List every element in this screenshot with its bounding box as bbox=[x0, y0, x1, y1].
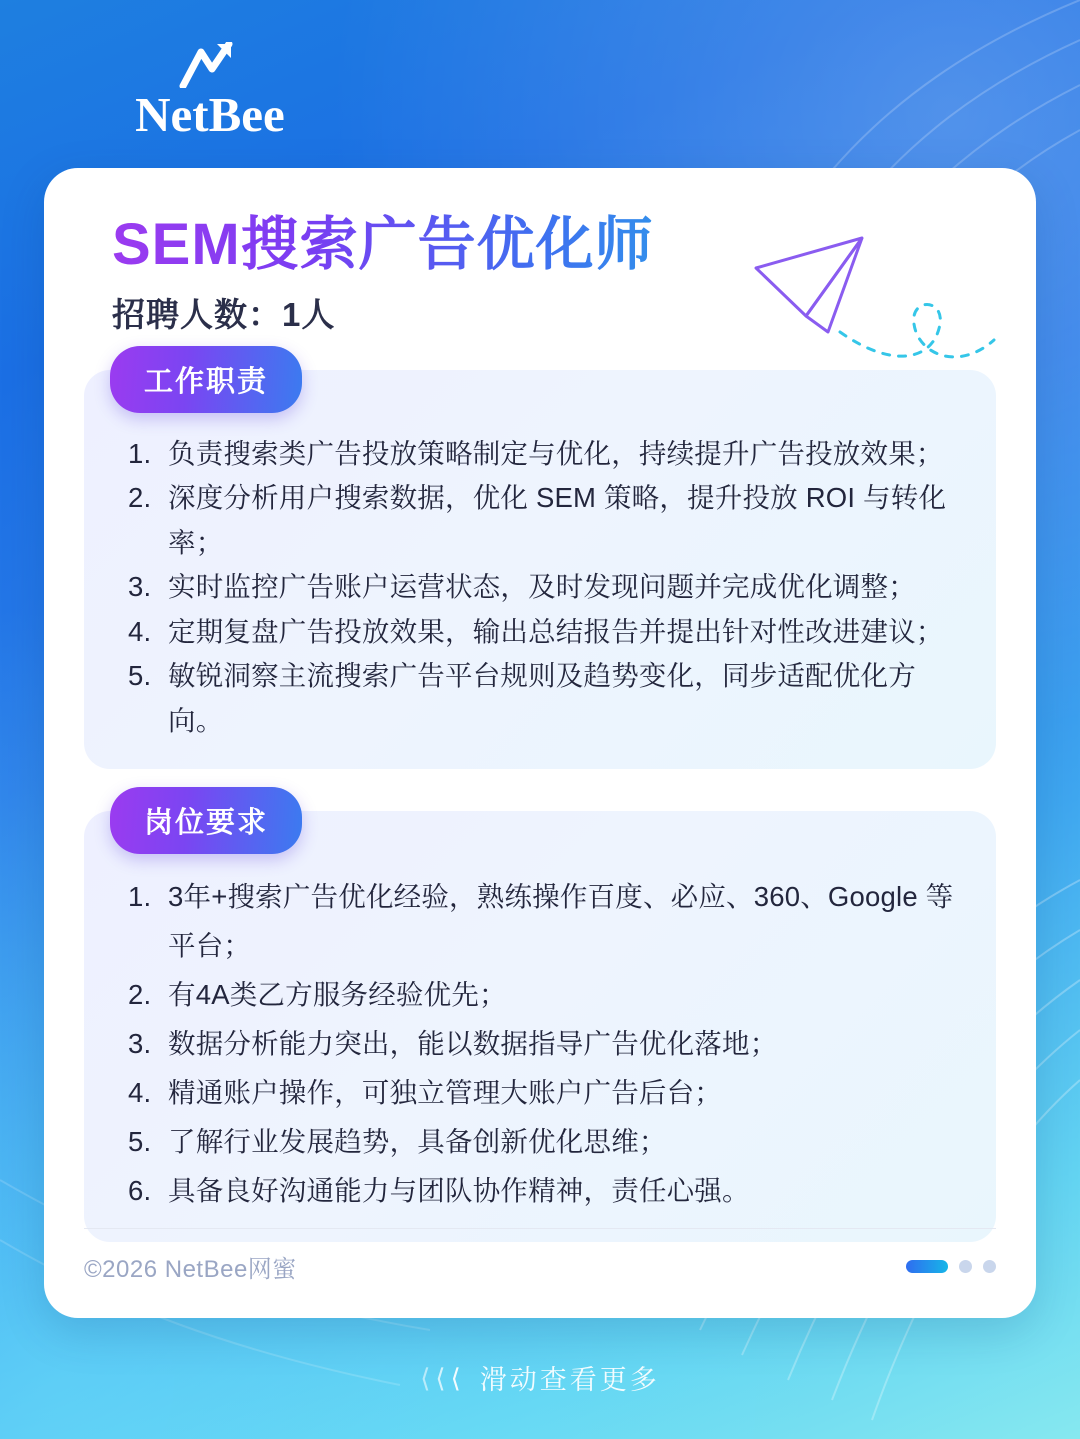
list-item: 深度分析用户搜索数据，优化 SEM 策略，提升投放 ROI 与转化率； bbox=[168, 482, 947, 558]
card-footer bbox=[84, 1228, 996, 1284]
copyright-text: ©2026 NetBee网蜜 bbox=[84, 1256, 297, 1283]
swipe-hint-label: 滑动查看更多 bbox=[479, 1365, 660, 1395]
pagination-dot-2[interactable] bbox=[959, 1260, 972, 1273]
list-item: 负责搜索类广告投放策略制定与优化，持续提升广告投放效果； bbox=[168, 437, 944, 469]
list-item: 定期复盘广告投放效果，输出总结报告并提出针对性改进建议； bbox=[168, 615, 944, 647]
brand-name: NetBee bbox=[135, 87, 285, 142]
brand-logo bbox=[110, 42, 310, 142]
list-item: 3年+搜索广告优化经验，熟练操作百度、必应、360、Google 等平台； bbox=[168, 881, 954, 962]
list-item: 具备良好沟通能力与团队协作精神，责任心强。 bbox=[168, 1175, 750, 1207]
requirements-list bbox=[110, 873, 970, 1216]
list-item: 精通账户操作，可独立管理大账户广告后台； bbox=[168, 1077, 722, 1109]
section-title-responsibilities: 工作职责 bbox=[110, 346, 302, 413]
list-item: 敏锐洞察主流搜索广告平台规则及趋势变化，同步适配优化方向。 bbox=[168, 660, 916, 736]
list-item: 数据分析能力突出，能以数据指导广告优化落地； bbox=[168, 1028, 778, 1060]
list-item: 了解行业发展趋势，具备创新优化思维； bbox=[168, 1126, 667, 1158]
list-item: 有4A类乙方服务经验优先； bbox=[168, 979, 507, 1011]
responsibilities-list bbox=[110, 432, 970, 744]
list-item: 实时监控广告账户运营状态，及时发现问题并完成优化调整； bbox=[168, 571, 916, 603]
netbee-arrow-mark-icon bbox=[179, 42, 241, 88]
swipe-hint bbox=[0, 1358, 1080, 1397]
pagination-dot-3[interactable] bbox=[983, 1260, 996, 1273]
section-requirements bbox=[84, 807, 996, 1242]
section-responsibilities bbox=[84, 365, 996, 770]
chevron-left-icon: ⟨ ⟨ ⟨ bbox=[420, 1362, 464, 1393]
section-title-requirements: 岗位要求 bbox=[110, 787, 302, 854]
job-card bbox=[44, 168, 1036, 1318]
headcount-label: 招聘人数：1人 bbox=[112, 295, 336, 333]
pagination-dot-1[interactable] bbox=[906, 1260, 948, 1273]
pagination-dots[interactable] bbox=[906, 1260, 996, 1273]
page-title: SEM搜索广告优化师 bbox=[112, 214, 996, 277]
